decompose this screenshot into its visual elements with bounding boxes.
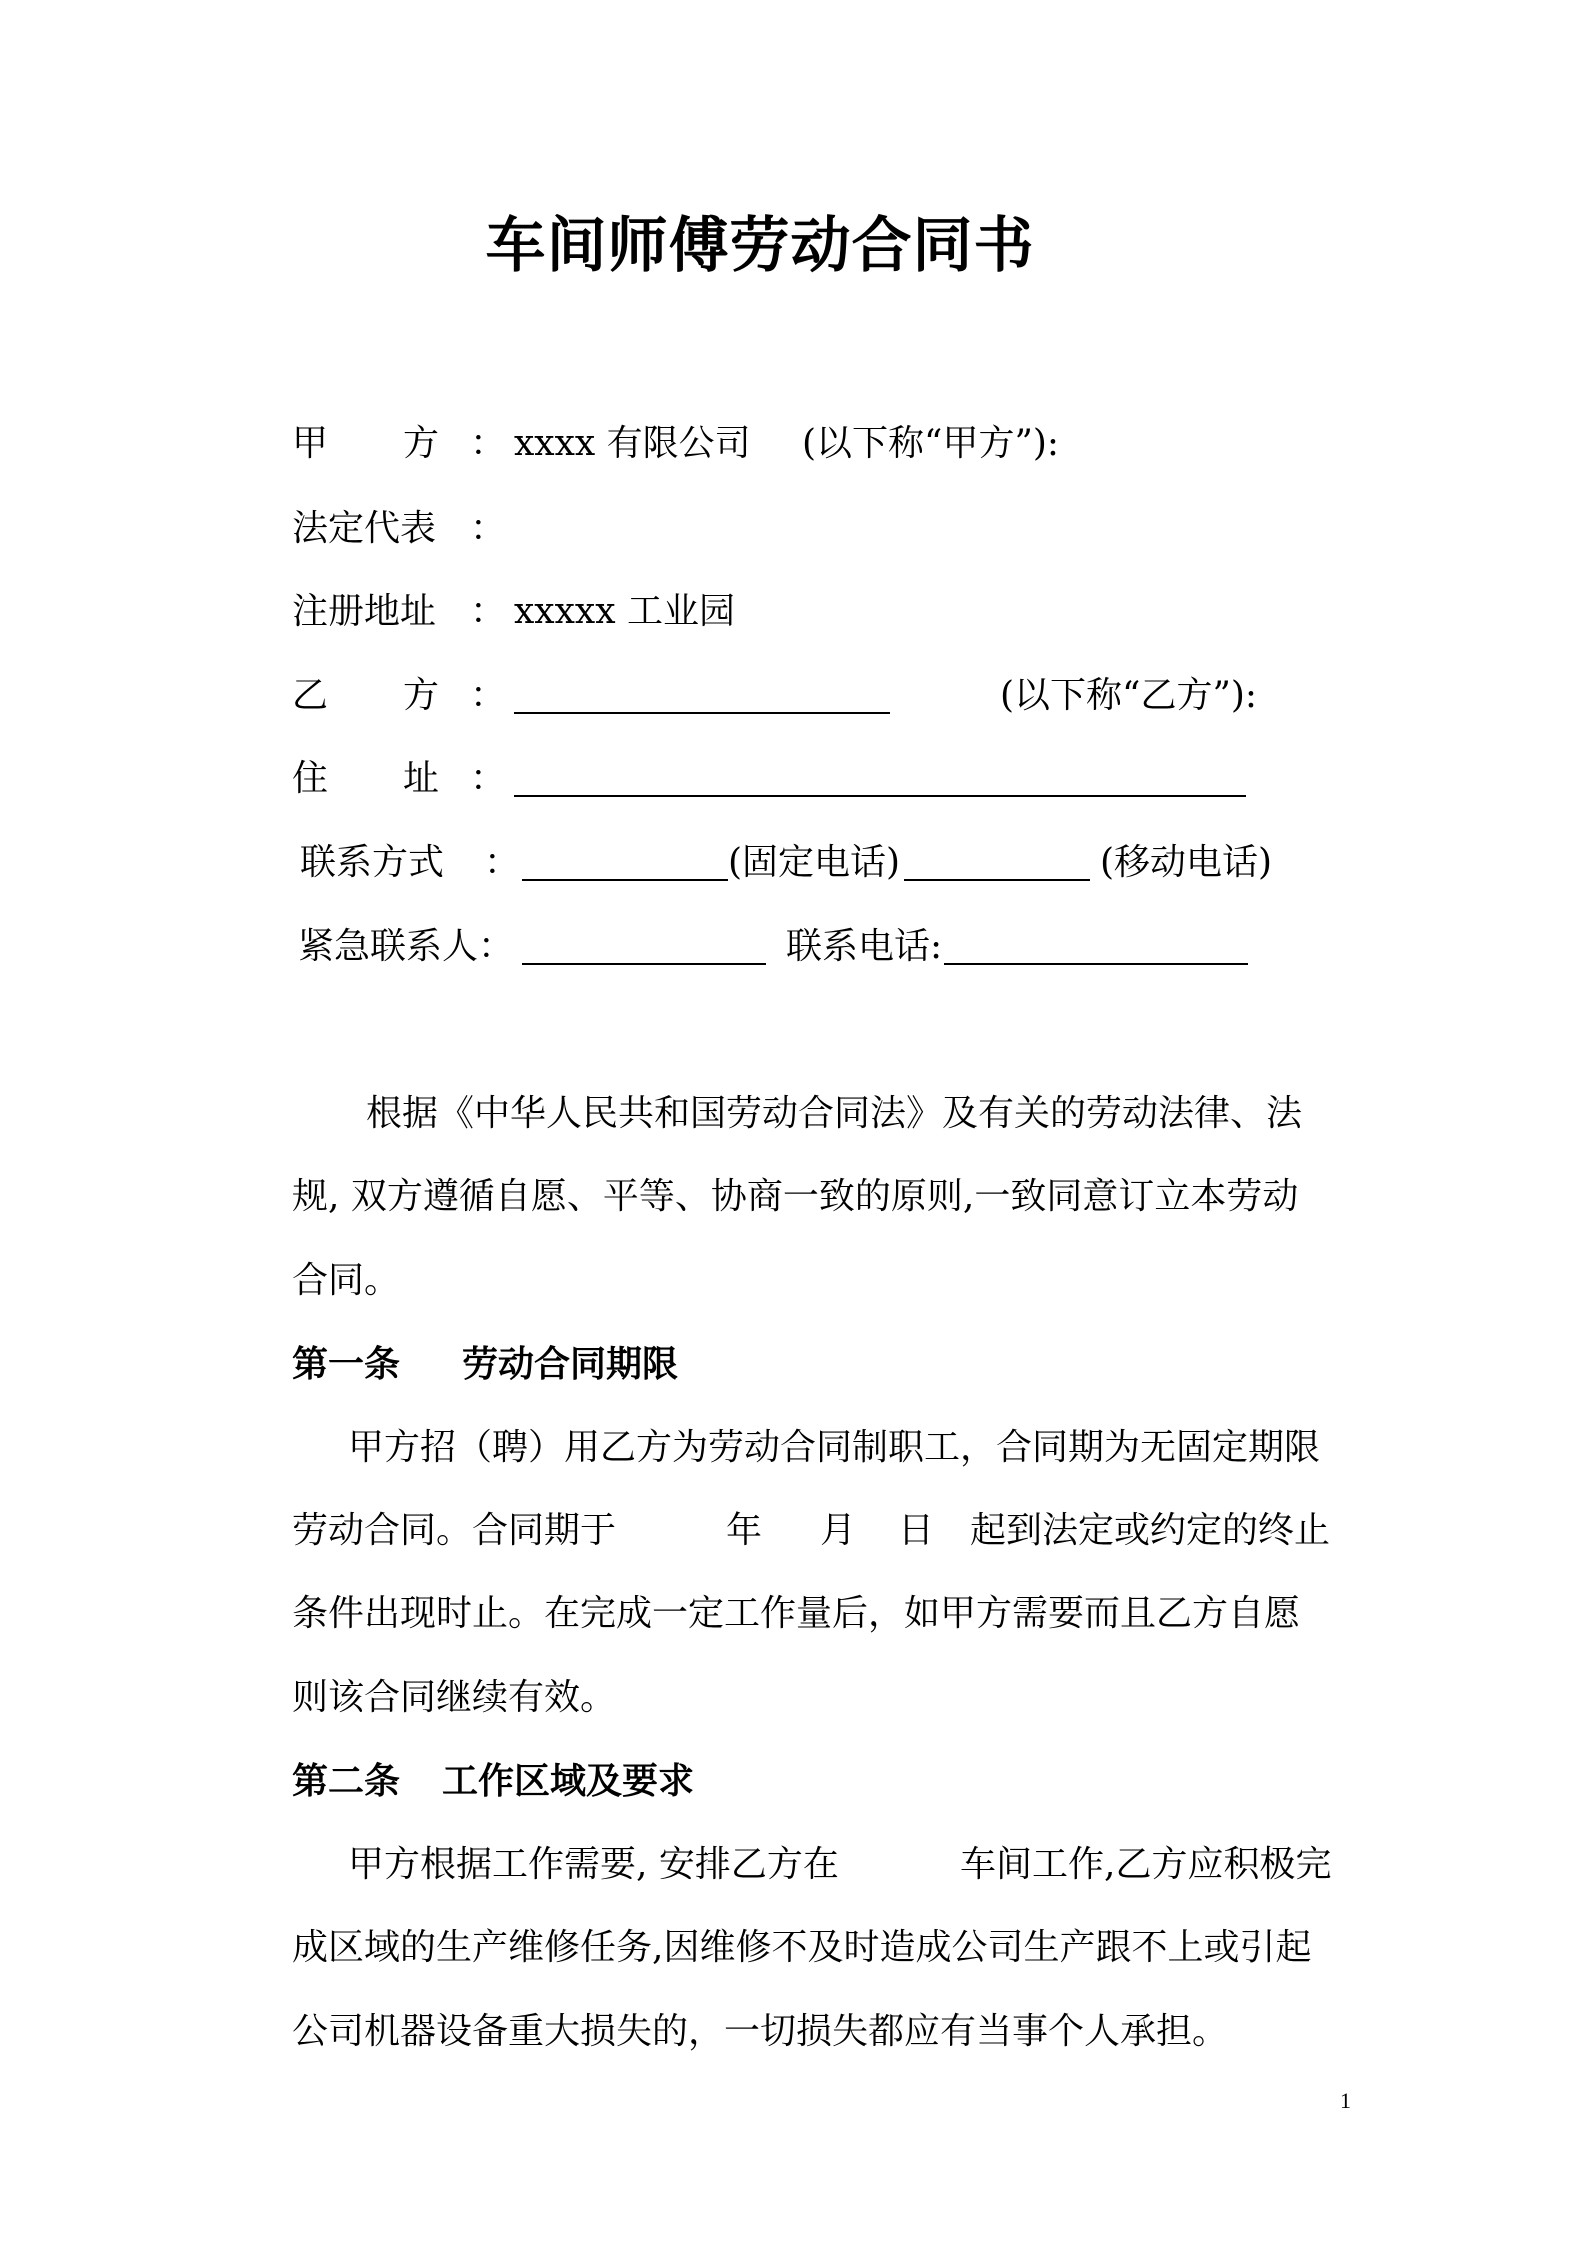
- reg-address-label: 注册地址: [292, 591, 437, 632]
- address-label-2: 址: [403, 758, 440, 799]
- document-title: 车间师傅劳动合同书: [485, 211, 1035, 281]
- legal-rep-colon: ：: [470, 508, 507, 549]
- article-2-number: 第二条: [292, 1760, 401, 1802]
- reg-address-value: xxxxx 工业园: [514, 591, 735, 632]
- party-a-alias: (以下称“甲方”):: [802, 423, 1060, 464]
- article-2-title: 工作区域及要求: [442, 1760, 695, 1802]
- landline-label: (固定电话): [728, 842, 901, 883]
- article-2-line-1a: 甲方根据工作需要, 安排乙方在: [348, 1844, 839, 1885]
- intro-line-1: 根据《中华人民共和国劳动合同法》及有关的劳动法律、法: [366, 1093, 1303, 1134]
- article-1-month: 月: [820, 1510, 857, 1551]
- party-b-colon: ：: [470, 675, 507, 716]
- mobile-label: (移动电话): [1100, 842, 1273, 883]
- party-b-label-2: 方: [403, 675, 440, 716]
- party-a-label-2: 方: [403, 423, 440, 464]
- party-a-label-1: 甲: [292, 423, 329, 464]
- party-a-name: xxxx 有限公司: [514, 423, 751, 464]
- article-1-line-3: 条件出现时止。在完成一定工作量后，如甲方需要而且乙方自愿: [292, 1593, 1301, 1634]
- article-1-line-4: 则该合同继续有效。: [292, 1677, 617, 1718]
- emergency-phone-blank[interactable]: [944, 963, 1248, 965]
- article-1-number: 第一条: [292, 1343, 401, 1385]
- article-1-year: 年: [726, 1510, 763, 1551]
- landline-blank[interactable]: [522, 879, 728, 881]
- party-b-name-blank[interactable]: [514, 712, 890, 714]
- emergency-contact-label: 紧急联系人：: [298, 926, 515, 967]
- article-1-title: 劳动合同期限: [462, 1343, 679, 1385]
- contact-colon: ：: [484, 842, 521, 883]
- emergency-contact-blank[interactable]: [522, 963, 766, 965]
- party-b-label-1: 乙: [292, 675, 329, 716]
- legal-rep-label: 法定代表: [292, 508, 437, 549]
- article-2-line-2: 成区域的生产维修任务,因维修不及时造成公司生产跟不上或引起: [292, 1927, 1312, 1968]
- article-1-line-2b: 起到法定或约定的终止: [970, 1510, 1331, 1551]
- party-b-alias: (以下称“乙方”):: [1000, 675, 1258, 716]
- reg-address-colon: ：: [470, 591, 507, 632]
- page-number: 1: [1340, 2088, 1351, 2113]
- address-label-1: 住: [292, 758, 329, 799]
- article-1-line-2a: 劳动合同。合同期于: [292, 1510, 617, 1551]
- intro-line-2: 规, 双方遵循自愿、平等、协商一致的原则,一致同意订立本劳动: [292, 1176, 1299, 1217]
- mobile-blank[interactable]: [904, 879, 1090, 881]
- party-a-colon: ：: [470, 423, 507, 464]
- intro-line-3: 合同。: [292, 1260, 401, 1301]
- article-2-line-3: 公司机器设备重大损失的，一切损失都应有当事个人承担。: [292, 2011, 1229, 2052]
- emergency-phone-label: 联系电话:: [786, 926, 943, 967]
- article-1-line-1: 甲方招（聘）用乙方为劳动合同制职工，合同期为无固定期限: [348, 1427, 1321, 1468]
- address-blank[interactable]: [514, 795, 1246, 797]
- article-1-day: 日: [898, 1510, 935, 1551]
- address-colon: ：: [470, 758, 507, 799]
- contact-label: 联系方式: [300, 842, 445, 883]
- article-2-line-1b: 车间工作,乙方应积极完: [960, 1844, 1332, 1885]
